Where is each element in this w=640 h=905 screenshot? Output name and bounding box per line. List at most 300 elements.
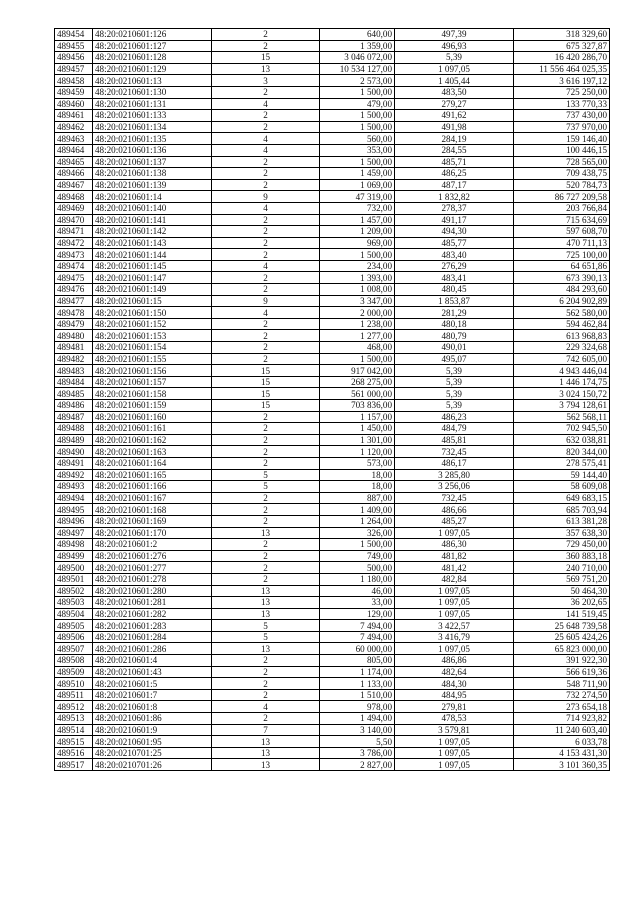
cadastral-value-cell: 50 464,30	[514, 585, 610, 597]
category-code-cell: 2	[212, 492, 320, 504]
category-code-cell: 13	[212, 643, 320, 655]
row-number-cell: 489511	[55, 689, 93, 701]
unit-value-cell: 1 097,05	[395, 63, 514, 75]
row-number-cell: 489517	[55, 759, 93, 771]
cadastral-number-cell: 48:20:0210601:139	[93, 179, 212, 191]
cadastral-value-cell: 725 250,00	[514, 86, 610, 98]
table-row	[55, 214, 610, 226]
cadastral-number-cell: 48:20:0210601:165	[93, 469, 212, 481]
category-code-cell: 2	[212, 40, 320, 52]
category-code-cell: 2	[212, 121, 320, 133]
table-row	[55, 98, 610, 110]
category-code-cell: 2	[212, 29, 320, 41]
table-row	[55, 585, 610, 597]
unit-value-cell: 491,17	[395, 214, 514, 226]
unit-value-cell: 480,79	[395, 330, 514, 342]
unit-value-cell: 1 097,05	[395, 585, 514, 597]
cadastral-number-cell: 48:20:0210601:133	[93, 110, 212, 122]
area-cell: 7 494,00	[320, 620, 395, 632]
category-code-cell: 2	[212, 515, 320, 527]
cadastral-value-cell: 159 146,40	[514, 133, 610, 145]
unit-value-cell: 484,30	[395, 678, 514, 690]
table-row	[55, 191, 610, 203]
table-row	[55, 75, 610, 87]
row-number-cell: 489471	[55, 226, 93, 238]
unit-value-cell: 5,39	[395, 376, 514, 388]
table-row	[55, 133, 610, 145]
cadastral-value-cell: 25 648 739,58	[514, 620, 610, 632]
area-cell: 326,00	[320, 527, 395, 539]
cadastral-number-cell: 48:20:0210601:86	[93, 713, 212, 725]
category-code-cell: 2	[212, 434, 320, 446]
cadastral-value-cell: 484 293,60	[514, 284, 610, 296]
unit-value-cell: 496,93	[395, 40, 514, 52]
cadastral-number-cell: 48:20:0210601:160	[93, 411, 212, 423]
category-code-cell: 2	[212, 284, 320, 296]
cadastral-value-cell: 566 619,36	[514, 666, 610, 678]
table-row	[55, 110, 610, 122]
category-code-cell: 2	[212, 713, 320, 725]
category-code-cell: 2	[212, 504, 320, 516]
area-cell: 46,00	[320, 585, 395, 597]
row-number-cell: 489480	[55, 330, 93, 342]
area-cell: 1 008,00	[320, 284, 395, 296]
row-number-cell: 489481	[55, 342, 93, 354]
area-cell: 1 180,00	[320, 573, 395, 585]
row-number-cell: 489485	[55, 388, 93, 400]
row-number-cell: 489464	[55, 144, 93, 156]
area-cell: 1 393,00	[320, 272, 395, 284]
row-number-cell: 489460	[55, 98, 93, 110]
table-row	[55, 597, 610, 609]
area-cell: 640,00	[320, 29, 395, 41]
row-number-cell: 489473	[55, 249, 93, 261]
table-row	[55, 457, 610, 469]
cadastral-value-cell: 36 202,65	[514, 597, 610, 609]
category-code-cell: 2	[212, 318, 320, 330]
row-number-cell: 489508	[55, 655, 93, 667]
unit-value-cell: 1 097,05	[395, 736, 514, 748]
unit-value-cell: 276,29	[395, 260, 514, 272]
cadastral-value-cell: 3 794 128,61	[514, 400, 610, 412]
row-number-cell: 489470	[55, 214, 93, 226]
area-cell: 1 459,00	[320, 168, 395, 180]
cadastral-value-cell: 613 381,28	[514, 515, 610, 527]
unit-value-cell: 486,23	[395, 411, 514, 423]
unit-value-cell: 281,29	[395, 307, 514, 319]
cadastral-number-cell: 48:20:0210601:129	[93, 63, 212, 75]
table-row	[55, 747, 610, 759]
cadastral-value-table	[54, 28, 610, 771]
category-code-cell: 2	[212, 237, 320, 249]
table-row	[55, 318, 610, 330]
category-code-cell: 15	[212, 52, 320, 64]
area-cell: 468,00	[320, 342, 395, 354]
area-cell: 1 069,00	[320, 179, 395, 191]
row-number-cell: 489505	[55, 620, 93, 632]
unit-value-cell: 482,84	[395, 573, 514, 585]
area-cell: 1 409,00	[320, 504, 395, 516]
area-cell: 500,00	[320, 562, 395, 574]
cadastral-number-cell: 48:20:0210601:150	[93, 307, 212, 319]
cadastral-value-cell: 58 609,08	[514, 481, 610, 493]
row-number-cell: 489469	[55, 202, 93, 214]
cadastral-value-cell: 737 970,00	[514, 121, 610, 133]
unit-value-cell: 3 416,79	[395, 631, 514, 643]
cadastral-value-cell: 470 711,13	[514, 237, 610, 249]
unit-value-cell: 494,30	[395, 226, 514, 238]
unit-value-cell: 478,53	[395, 713, 514, 725]
category-code-cell: 4	[212, 307, 320, 319]
category-code-cell: 9	[212, 295, 320, 307]
table-row	[55, 539, 610, 551]
table-row	[55, 423, 610, 435]
cadastral-value-cell: 725 100,00	[514, 249, 610, 261]
row-number-cell: 489472	[55, 237, 93, 249]
cadastral-number-cell: 48:20:0210601:134	[93, 121, 212, 133]
table-row	[55, 643, 610, 655]
category-code-cell: 15	[212, 388, 320, 400]
cadastral-number-cell: 48:20:0210601:170	[93, 527, 212, 539]
table-row	[55, 272, 610, 284]
cadastral-number-cell: 48:20:0210601:8	[93, 701, 212, 713]
row-number-cell: 489477	[55, 295, 93, 307]
area-cell: 47 319,00	[320, 191, 395, 203]
table-row	[55, 713, 610, 725]
row-number-cell: 489500	[55, 562, 93, 574]
row-number-cell: 489456	[55, 52, 93, 64]
row-number-cell: 489458	[55, 75, 93, 87]
row-number-cell: 489474	[55, 260, 93, 272]
area-cell: 2 000,00	[320, 307, 395, 319]
row-number-cell: 489488	[55, 423, 93, 435]
cadastral-value-cell: 360 883,18	[514, 550, 610, 562]
row-number-cell: 489501	[55, 573, 93, 585]
category-code-cell: 2	[212, 249, 320, 261]
area-cell: 18,00	[320, 469, 395, 481]
category-code-cell: 13	[212, 63, 320, 75]
unit-value-cell: 484,95	[395, 689, 514, 701]
row-number-cell: 489497	[55, 527, 93, 539]
area-cell: 3 347,00	[320, 295, 395, 307]
unit-value-cell: 279,27	[395, 98, 514, 110]
unit-value-cell: 485,81	[395, 434, 514, 446]
unit-value-cell: 1 405,44	[395, 75, 514, 87]
category-code-cell: 13	[212, 597, 320, 609]
cadastral-number-cell: 48:20:0210601:143	[93, 237, 212, 249]
table-row	[55, 689, 610, 701]
unit-value-cell: 732,45	[395, 446, 514, 458]
cadastral-value-cell: 742 605,00	[514, 353, 610, 365]
area-cell: 1 500,00	[320, 86, 395, 98]
table-row	[55, 550, 610, 562]
table-row	[55, 168, 610, 180]
unit-value-cell: 485,77	[395, 237, 514, 249]
category-code-cell: 2	[212, 689, 320, 701]
row-number-cell: 489465	[55, 156, 93, 168]
category-code-cell: 2	[212, 156, 320, 168]
cadastral-value-cell: 86 727 209,58	[514, 191, 610, 203]
area-cell: 1 174,00	[320, 666, 395, 678]
table-row	[55, 365, 610, 377]
unit-value-cell: 3 579,81	[395, 724, 514, 736]
area-cell: 917 042,00	[320, 365, 395, 377]
unit-value-cell: 3 256,06	[395, 481, 514, 493]
cadastral-number-cell: 48:20:0210601:131	[93, 98, 212, 110]
table-row	[55, 492, 610, 504]
unit-value-cell: 1 097,05	[395, 527, 514, 539]
cadastral-number-cell: 48:20:0210601:167	[93, 492, 212, 504]
row-number-cell: 489510	[55, 678, 93, 690]
cadastral-number-cell: 48:20:0210601:156	[93, 365, 212, 377]
cadastral-number-cell: 48:20:0210601:144	[93, 249, 212, 261]
unit-value-cell: 490,01	[395, 342, 514, 354]
unit-value-cell: 1 097,05	[395, 608, 514, 620]
row-number-cell: 489503	[55, 597, 93, 609]
unit-value-cell: 485,71	[395, 156, 514, 168]
table-row	[55, 620, 610, 632]
row-number-cell: 489457	[55, 63, 93, 75]
category-code-cell: 2	[212, 562, 320, 574]
cadastral-value-cell: 59 144,40	[514, 469, 610, 481]
cadastral-number-cell: 48:20:0210601:159	[93, 400, 212, 412]
row-number-cell: 489512	[55, 701, 93, 713]
table-row	[55, 295, 610, 307]
cadastral-number-cell: 48:20:0210601:157	[93, 376, 212, 388]
row-number-cell: 489466	[55, 168, 93, 180]
category-code-cell: 4	[212, 133, 320, 145]
table-row	[55, 527, 610, 539]
unit-value-cell: 5,39	[395, 400, 514, 412]
area-cell: 560,00	[320, 133, 395, 145]
category-code-cell: 2	[212, 678, 320, 690]
row-number-cell: 489454	[55, 29, 93, 41]
unit-value-cell: 480,45	[395, 284, 514, 296]
category-code-cell: 5	[212, 620, 320, 632]
area-cell: 234,00	[320, 260, 395, 272]
cadastral-value-cell: 709 438,75	[514, 168, 610, 180]
category-code-cell: 2	[212, 214, 320, 226]
cadastral-value-cell: 6 033,78	[514, 736, 610, 748]
category-code-cell: 5	[212, 469, 320, 481]
category-code-cell: 4	[212, 98, 320, 110]
cadastral-value-cell: 141 519,45	[514, 608, 610, 620]
unit-value-cell: 284,19	[395, 133, 514, 145]
row-number-cell: 489459	[55, 86, 93, 98]
area-cell: 18,00	[320, 481, 395, 493]
area-cell: 1 500,00	[320, 249, 395, 261]
cadastral-value-cell: 3 024 150,72	[514, 388, 610, 400]
cadastral-value-cell: 65 823 000,00	[514, 643, 610, 655]
table-row	[55, 226, 610, 238]
unit-value-cell: 278,37	[395, 202, 514, 214]
cadastral-number-cell: 48:20:0210601:162	[93, 434, 212, 446]
cadastral-value-cell: 64 651,86	[514, 260, 610, 272]
row-number-cell: 489475	[55, 272, 93, 284]
category-code-cell: 2	[212, 272, 320, 284]
row-number-cell: 489491	[55, 457, 93, 469]
cadastral-value-cell: 562 568,11	[514, 411, 610, 423]
table-row	[55, 469, 610, 481]
unit-value-cell: 1 097,05	[395, 747, 514, 759]
cadastral-number-cell: 48:20:0210601:95	[93, 736, 212, 748]
table-row	[55, 411, 610, 423]
table-row	[55, 736, 610, 748]
unit-value-cell: 483,50	[395, 86, 514, 98]
cadastral-number-cell: 48:20:0210601:137	[93, 156, 212, 168]
cadastral-number-cell: 48:20:0210601:280	[93, 585, 212, 597]
unit-value-cell: 487,17	[395, 179, 514, 191]
row-number-cell: 489461	[55, 110, 93, 122]
category-code-cell: 15	[212, 400, 320, 412]
cadastral-number-cell: 48:20:0210601:4	[93, 655, 212, 667]
area-cell: 3 046 072,00	[320, 52, 395, 64]
row-number-cell: 489482	[55, 353, 93, 365]
table-row	[55, 307, 610, 319]
row-number-cell: 489499	[55, 550, 93, 562]
cadastral-number-cell: 48:20:0210601:147	[93, 272, 212, 284]
row-number-cell: 489483	[55, 365, 93, 377]
cadastral-number-cell: 48:20:0210601:286	[93, 643, 212, 655]
area-cell: 1 209,00	[320, 226, 395, 238]
cadastral-number-cell: 48:20:0210601:126	[93, 29, 212, 41]
cadastral-value-cell: 273 654,18	[514, 701, 610, 713]
table-row	[55, 608, 610, 620]
area-cell: 1 500,00	[320, 539, 395, 551]
cadastral-value-cell: 318 329,60	[514, 29, 610, 41]
category-code-cell: 2	[212, 423, 320, 435]
area-cell: 10 534 127,00	[320, 63, 395, 75]
cadastral-value-cell: 3 101 360,35	[514, 759, 610, 771]
category-code-cell: 9	[212, 191, 320, 203]
area-cell: 978,00	[320, 701, 395, 713]
cadastral-number-cell: 48:20:0210601:140	[93, 202, 212, 214]
category-code-cell: 5	[212, 481, 320, 493]
area-cell: 268 275,00	[320, 376, 395, 388]
category-code-cell: 2	[212, 411, 320, 423]
category-code-cell: 2	[212, 573, 320, 585]
table-row	[55, 342, 610, 354]
cadastral-number-cell: 48:20:0210601:136	[93, 144, 212, 156]
unit-value-cell: 483,41	[395, 272, 514, 284]
row-number-cell: 489504	[55, 608, 93, 620]
row-number-cell: 489498	[55, 539, 93, 551]
table-row	[55, 504, 610, 516]
cadastral-value-cell: 6 204 902,89	[514, 295, 610, 307]
cadastral-number-cell: 48:20:0210601:281	[93, 597, 212, 609]
row-number-cell: 489476	[55, 284, 93, 296]
cadastral-value-cell: 685 703,94	[514, 504, 610, 516]
cadastral-number-cell: 48:20:0210601:149	[93, 284, 212, 296]
table-row	[55, 666, 610, 678]
row-number-cell: 489484	[55, 376, 93, 388]
area-cell: 703 836,00	[320, 400, 395, 412]
cadastral-value-cell: 4 943 446,04	[514, 365, 610, 377]
table-row	[55, 353, 610, 365]
category-code-cell: 2	[212, 446, 320, 458]
unit-value-cell: 5,39	[395, 388, 514, 400]
category-code-cell: 4	[212, 260, 320, 272]
cadastral-value-cell: 11 556 464 025,35	[514, 63, 610, 75]
cadastral-value-cell: 632 038,81	[514, 434, 610, 446]
cadastral-value-cell: 729 450,00	[514, 539, 610, 551]
cadastral-number-cell: 48:20:0210601:135	[93, 133, 212, 145]
cadastral-value-cell: 597 608,70	[514, 226, 610, 238]
unit-value-cell: 495,07	[395, 353, 514, 365]
unit-value-cell: 1 853,87	[395, 295, 514, 307]
table-row	[55, 446, 610, 458]
cadastral-value-cell: 520 784,73	[514, 179, 610, 191]
unit-value-cell: 485,27	[395, 515, 514, 527]
cadastral-value-cell: 25 605 424,26	[514, 631, 610, 643]
cadastral-value-cell: 702 945,50	[514, 423, 610, 435]
table-body	[55, 29, 610, 771]
area-cell: 1 494,00	[320, 713, 395, 725]
cadastral-number-cell: 48:20:0210601:282	[93, 608, 212, 620]
table-row	[55, 515, 610, 527]
category-code-cell: 2	[212, 179, 320, 191]
cadastral-number-cell: 48:20:0210601:152	[93, 318, 212, 330]
category-code-cell: 13	[212, 608, 320, 620]
table-row	[55, 237, 610, 249]
unit-value-cell: 497,39	[395, 29, 514, 41]
cadastral-number-cell: 48:20:0210601:9	[93, 724, 212, 736]
table-row	[55, 562, 610, 574]
area-cell: 1 238,00	[320, 318, 395, 330]
cadastral-value-cell: 675 327,87	[514, 40, 610, 52]
cadastral-number-cell: 48:20:0210601:13	[93, 75, 212, 87]
category-code-cell: 2	[212, 110, 320, 122]
unit-value-cell: 491,98	[395, 121, 514, 133]
table-row	[55, 52, 610, 64]
category-code-cell: 2	[212, 457, 320, 469]
category-code-cell: 2	[212, 86, 320, 98]
cadastral-value-cell: 4 153 431,30	[514, 747, 610, 759]
cadastral-value-cell: 562 580,00	[514, 307, 610, 319]
cadastral-value-cell: 594 462,84	[514, 318, 610, 330]
table-row	[55, 481, 610, 493]
row-number-cell: 489493	[55, 481, 93, 493]
unit-value-cell: 1 097,05	[395, 597, 514, 609]
area-cell: 1 457,00	[320, 214, 395, 226]
cadastral-number-cell: 48:20:0210601:166	[93, 481, 212, 493]
cadastral-value-cell: 728 565,00	[514, 156, 610, 168]
cadastral-value-cell: 732 274,50	[514, 689, 610, 701]
table-row	[55, 202, 610, 214]
area-cell: 749,00	[320, 550, 395, 562]
cadastral-number-cell: 48:20:0210601:7	[93, 689, 212, 701]
row-number-cell: 489513	[55, 713, 93, 725]
row-number-cell: 489507	[55, 643, 93, 655]
category-code-cell: 4	[212, 144, 320, 156]
row-number-cell: 489486	[55, 400, 93, 412]
table-row	[55, 376, 610, 388]
table-row	[55, 400, 610, 412]
unit-value-cell: 486,86	[395, 655, 514, 667]
table-row	[55, 284, 610, 296]
row-number-cell: 489515	[55, 736, 93, 748]
cadastral-number-cell: 48:20:0210601:142	[93, 226, 212, 238]
category-code-cell: 2	[212, 666, 320, 678]
category-code-cell: 15	[212, 376, 320, 388]
cadastral-number-cell: 48:20:0210601:155	[93, 353, 212, 365]
area-cell: 1 510,00	[320, 689, 395, 701]
cadastral-number-cell: 48:20:0210601:5	[93, 678, 212, 690]
unit-value-cell: 481,82	[395, 550, 514, 562]
area-cell: 969,00	[320, 237, 395, 249]
cadastral-number-cell: 48:20:0210601:127	[93, 40, 212, 52]
area-cell: 129,00	[320, 608, 395, 620]
